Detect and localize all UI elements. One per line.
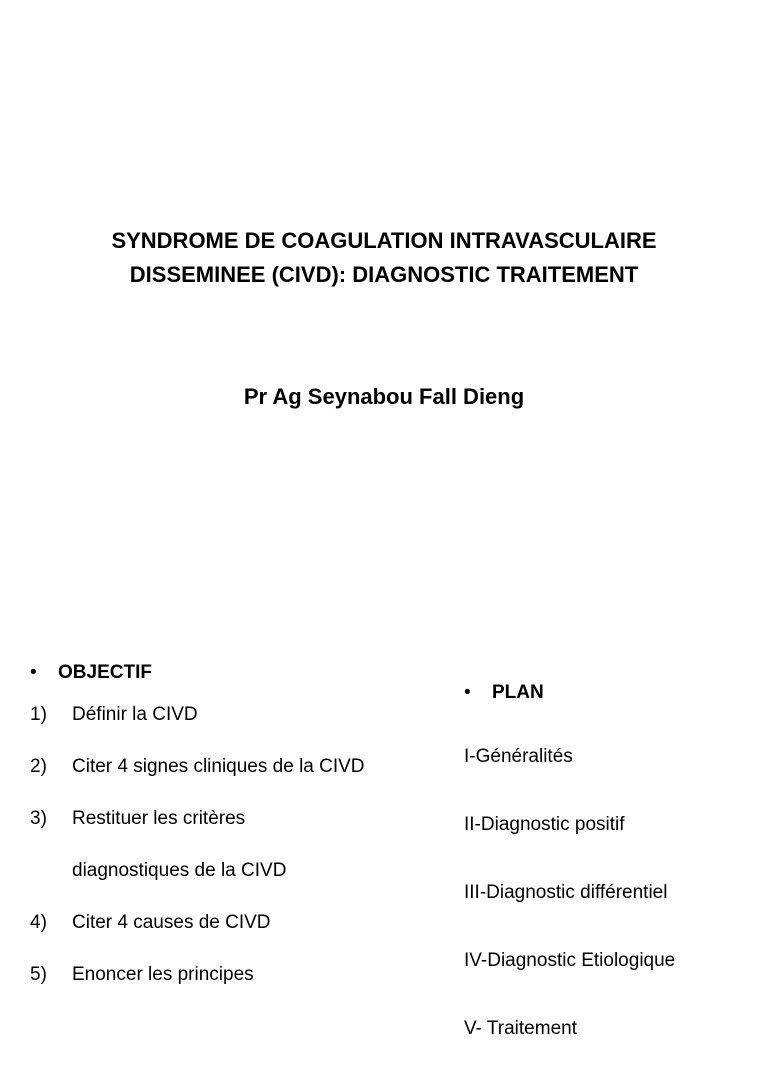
objectif-item-text: Citer 4 signes cliniques de la CIVD bbox=[72, 756, 365, 777]
objectif-item-number: 2) bbox=[30, 756, 47, 777]
objectif-item-number: 5) bbox=[30, 964, 47, 985]
objectif-heading bbox=[30, 656, 450, 690]
title-line-1: SYNDROME DE COAGULATION INTRAVASCULAIRE bbox=[111, 228, 657, 253]
title-line-2: DISSEMINEE (CIVD): DIAGNOSTIC TRAITEMENT bbox=[129, 262, 639, 287]
objectif-item-text: Enoncer les principes bbox=[72, 964, 254, 985]
objectif-section bbox=[30, 656, 450, 1014]
bullet-icon: • bbox=[464, 682, 471, 703]
objectif-item-text: Définir la CIVD bbox=[72, 704, 198, 725]
objectif-item-number: 3) bbox=[30, 808, 47, 829]
document-title bbox=[40, 224, 728, 292]
plan-item-2: II-Diagnostic positif bbox=[464, 814, 625, 835]
plan-item-4: IV-Diagnostic Etiologique bbox=[464, 950, 676, 971]
objectif-item-4 bbox=[30, 910, 450, 962]
objectif-heading-label: OBJECTIF bbox=[58, 662, 152, 683]
plan-item-1: I-Généralités bbox=[464, 746, 573, 767]
objectif-item-3-continuation: diagnostiques de la CIVD bbox=[72, 860, 287, 881]
plan-item-5: V- Traitement bbox=[464, 1018, 577, 1039]
objectif-item-number: 4) bbox=[30, 912, 47, 933]
plan-heading-label: PLAN bbox=[492, 682, 544, 703]
objectif-item-text: Citer 4 causes de CIVD bbox=[72, 912, 271, 933]
bullet-icon: • bbox=[30, 662, 37, 683]
author-name: Pr Ag Seynabou Fall Dieng bbox=[243, 384, 525, 409]
plan-item-3: III-Diagnostic différentiel bbox=[464, 882, 668, 903]
objectif-item-1 bbox=[30, 702, 450, 754]
plan-heading bbox=[464, 676, 764, 710]
objectif-item-5 bbox=[30, 962, 450, 1014]
objectif-item-number: 1) bbox=[30, 704, 47, 725]
objectif-item-2 bbox=[30, 754, 450, 806]
objectif-item-3 bbox=[30, 806, 450, 858]
plan-section bbox=[464, 676, 764, 1084]
objectif-item-text: Restituer les critères bbox=[72, 808, 246, 829]
